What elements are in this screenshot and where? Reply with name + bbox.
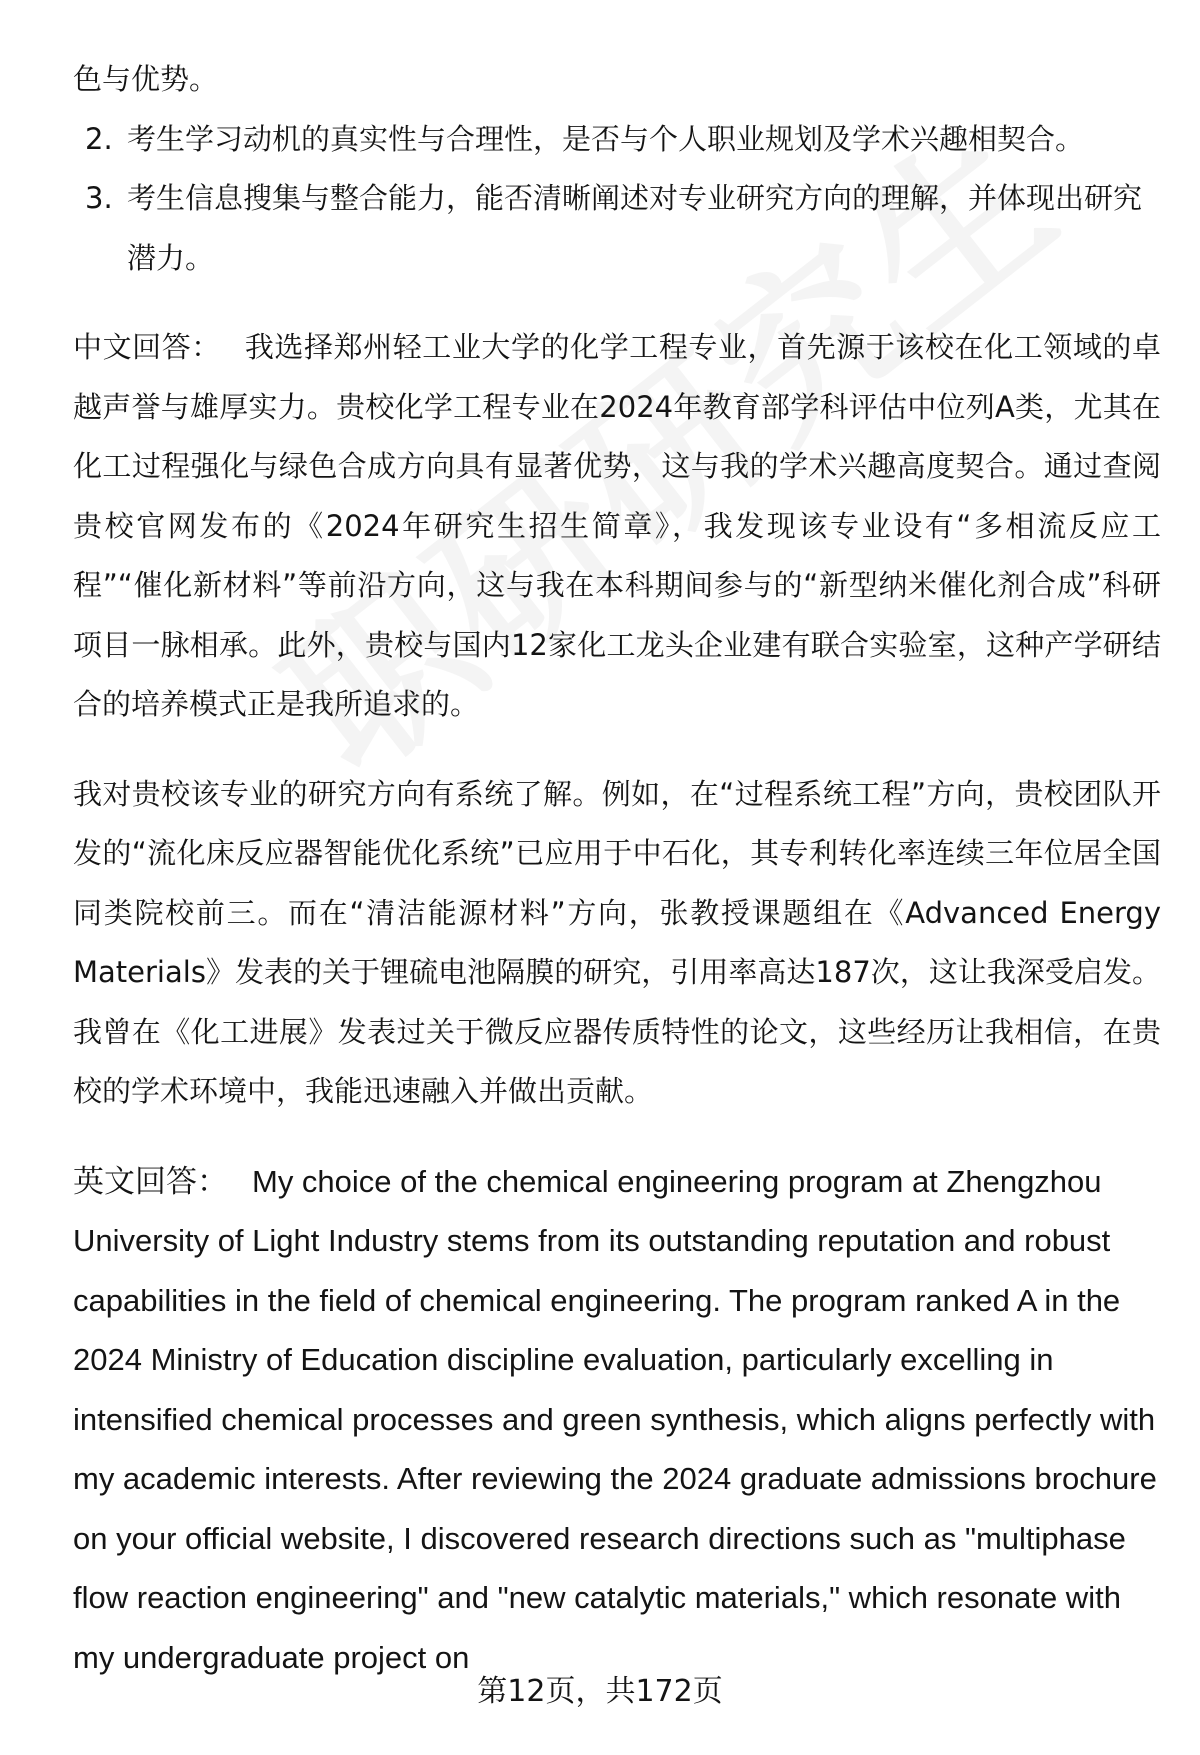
page-indicator: 第12页，共172页 bbox=[477, 1674, 723, 1709]
page-content bbox=[73, 50, 1161, 1687]
section-gap bbox=[73, 735, 1161, 765]
list-item-continuation: 色与优势。 bbox=[73, 62, 219, 96]
criteria-list bbox=[73, 110, 1161, 289]
english-answer-text: My choice of the chemical engineering program at Zhengzhou University of Light Industry stems from its outstanding reputation and robust capabilities in the field of chemical engineering. The program ranked A in the 2024 Ministry of Education discipline evaluation, particularly excelling in intensified chemical processes and green synthesis, which aligns perfectly with my academic interests. After reviewing the 2024 graduate admissions brochure on your official website, I discovered research directions such as "multiphase flow reaction engineering" and "new catalytic materials," which resonate with my undergraduate project on bbox=[73, 1163, 1157, 1675]
list-item-number: 2. bbox=[85, 121, 113, 156]
chinese-answer-label: 中文回答： bbox=[73, 330, 221, 364]
list-item bbox=[73, 110, 1161, 170]
section-gap bbox=[73, 1122, 1161, 1152]
section-gap bbox=[73, 288, 1161, 318]
list-item-number: 3. bbox=[85, 181, 113, 215]
english-answer-label: 英文回答： bbox=[73, 1163, 228, 1199]
chinese-answer-text-1: 我选择郑州轻工业大学的化学工程专业，首先源于该校在化工领域的卓越声誉与雄厚实力。贵校化学工程专业在2024年教育部学科评估中位列A类，尤其在化工过程强化与绿色合成方向具有显著优势，这与我的学术兴趣高度契合。通过查阅贵校官网发布的《2024年研究生招生简章》，我发现该专业设有“多相流反应工程”“催化新材料”等前沿方向，这与我在本科期间参与的“新型纳米催化剂合成”科研项目一脉相承。此外，贵校与国内12家化工龙头企业建有联合实验室，这种产学研结合的培养模式正是我所追求的。 bbox=[73, 330, 1161, 721]
list-item bbox=[73, 169, 1161, 288]
chinese-answer-paragraph-2: 我对贵校该专业的研究方向有系统了解。例如，在“过程系统工程”方向，贵校团队开发的“流化床反应器智能优化系统”已应用于中石化，其专利转化率连续三年位居全国同类院校前三。而在“清洁能源材料”方向，张教授课题组在《Advanced Energy Materials》发表的关于锂硫电池隔膜的研究，引用率高达187次，这让我深受启发。我曾在《化工进展》发表过关于微反应器传质特性的论文，这些经历让我相信，在贵校的学术环境中，我能迅速融入并做出贡献。 bbox=[73, 776, 1161, 1108]
english-answer-paragraph bbox=[73, 1152, 1161, 1688]
chinese-answer-paragraph-1 bbox=[73, 318, 1161, 735]
list-item-text: 考生信息搜集与整合能力，能否清晰阐述对专业研究方向的理解，并体现出研究潜力。 bbox=[127, 181, 1143, 275]
list-item-text: 考生学习动机的真实性与合理性，是否与个人职业规划及学术兴趣相契合。 bbox=[127, 121, 1085, 156]
